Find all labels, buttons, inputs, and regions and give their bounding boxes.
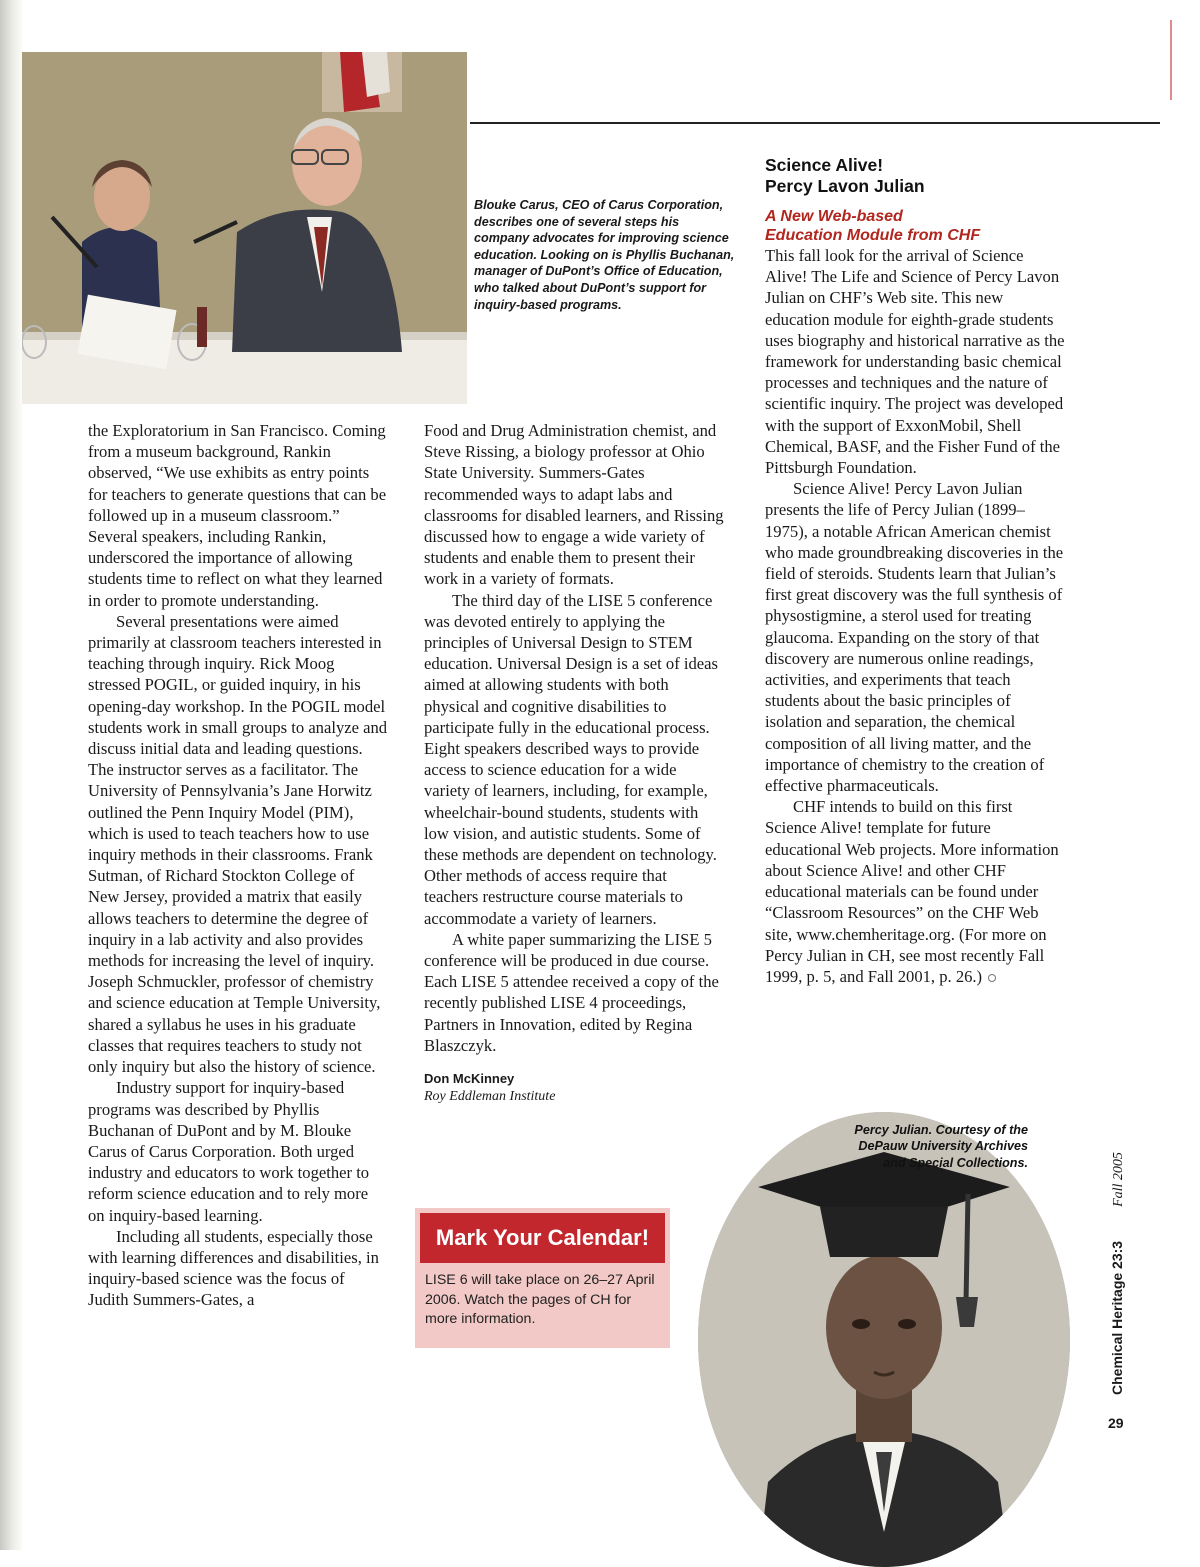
page-number: 29 [1108, 1415, 1124, 1431]
running-footer [1085, 1125, 1145, 1395]
column-2-paragraph: A white paper summarizing the LISE 5 conference will be produced in due course. Each LISE 5 attendee received a copy of the recently published LISE 4 proceedings, Partners in Innovation, edited by Regina Blaszczyk. [424, 929, 719, 1055]
column-2 [424, 420, 724, 1106]
author-name: Don McKinney [424, 1071, 515, 1087]
page-gutter-shadow [0, 0, 22, 1550]
calendar-body: LISE 6 will take place on 26–27 April 2006. Watch the pages of CH for more information. [425, 1272, 655, 1327]
column-1-paragraph: Including all students, especially those with learning differences and disabilities, in inquiry-based science was the focus of Judith Summers-Gates, a [88, 1226, 379, 1310]
sidebar-subtitle-line2: Education Module from CHF [765, 227, 981, 244]
top-rule [470, 122, 1160, 124]
column-1-paragraph: the Exploratorium in San Francisco. Coming from a museum background, Rankin observed, “We use exhibits as entry points for teachers to generate questions that can be followed up in a museum classroom.” Several speakers, including Rankin, underscored the importance of allowing students time to reflect on what they learned in order to promote understanding. [88, 421, 387, 610]
page-edge-mark [1162, 20, 1172, 100]
column-1 [88, 420, 388, 1311]
sidebar-paragraph: CHF intends to build on this first Science Alive! template for future educational Web projects. More information about Science Alive! and other CHF educational materials can be found under “Classroom Resources” on the CHF Web site, www.chemheritage.org. (For more on Percy Julian in CH, see most recently Fall 1999, p. 5, and Fall 2001, p. 26.) [765, 797, 1059, 986]
sidebar-title-line2: Percy Lavon Julian [765, 176, 925, 196]
sidebar-title-line1: Science Alive! [765, 155, 884, 175]
sidebar-column [765, 155, 1065, 987]
column-2-paragraph: Food and Drug Administration chemist, and Steve Rissing, a biology professor at Ohio State University. Summers-Gates recommended ways to adapt labs and classrooms for disabled learners, and Rissing discussed how to engage a wide variety of students and enable them to present their work in a variety of formats. [424, 421, 724, 589]
conference-photo [22, 52, 467, 404]
column-2-paragraph: The third day of the LISE 5 conference was devoted entirely to applying the principles of Universal Design to STEM education. Universal Design is a set of ideas aimed at allowing students with both physical and cognitive disabilities to participate fully in the educational process. Eight speakers described ways to provide access to science education for a wide variety of learners, including, for example, wheelchair-bound students, students with low vision, and autistic students. Some of these methods are dependent on technology. Other methods of access require that teachers restructure course materials to accommodate a variety of learners. [424, 590, 718, 928]
column-1-paragraph: Several presentations were aimed primarily at classroom teachers interested in teaching through inquiry. Rick Moog stressed POGIL, or guided inquiry, in his opening-day workshop. In the POGIL model students work in small groups to analyze and discuss initial data and leading questions. The instructor serves as a facilitator. The University of Pennsylvania’s Jane Horwitz outlined the Penn Inquiry Model (PIM), which is used to teach teachers how to use inquiry methods in their classrooms. Frank Sutman, of Richard Stockton College of New Jersey, provided a matrix that easily allows teachers to determine the degree of inquiry in a lab activity and also provides methods for increasing the level of inquiry. Joseph Schmuckler, professor of chemistry and science education at Temple University, shared a syllabus he uses in his graduate classes that requires teachers to study not only inquiry but also the history of science. [88, 611, 388, 1077]
sidebar-subtitle-line1: A New Web-based [765, 208, 903, 225]
journal-title: Chemical Heritage 23:3 [1109, 1240, 1125, 1395]
portrait-caption: Percy Julian. Courtesy of the DePauw University Archives and Special Collections. [854, 1123, 1028, 1170]
portrait-illustration [698, 1112, 1070, 1567]
photo-caption: Blouke Carus, CEO of Carus Corporation, describes one of several steps his company advocates for improving science education. Looking on is Phyllis Buchanan, manager of DuPont’s Office of Education, who talked about DuPont’s support for inquiry-based programs. [474, 198, 735, 312]
author-institution: Roy Eddleman Institute [424, 1089, 556, 1105]
end-mark-icon [988, 974, 996, 982]
sidebar-paragraph: Science Alive! Percy Lavon Julian presents the life of Percy Julian (1899–1975), a notable African American chemist who made groundbreaking discoveries in the field of steroids. Students learn that Julian’s first great discovery was the full synthesis of physostigmine, a sterol used for treating glaucoma. Expanding on the story of that discovery are numerous online readings, activities, and experiments that teach students about the basic principles of isolation and separation, the chemical composition of all living matter, and the importance of chemistry to the creation of effective pharmaceuticals. [765, 479, 1064, 796]
calendar-box [415, 1208, 670, 1348]
byline [424, 1070, 724, 1106]
calendar-heading: Mark Your Calendar! [420, 1213, 665, 1263]
percy-julian-portrait [698, 1112, 1070, 1567]
column-1-paragraph: Industry support for inquiry-based programs was described by Phyllis Buchanan of DuPont and by M. Blouke Carus of Carus Corporation. Both urged industry and educators to work together to reform science education and to rely more on inquiry-based learning. [88, 1078, 370, 1225]
issue-date: Fall 2005 [1111, 1152, 1126, 1207]
sidebar-paragraph: This fall look for the arrival of Science Alive! The Life and Science of Percy Lavon Julian on CHF’s Web site. This new education module for eighth-grade students uses biography and historical narrative as the framework for understanding basic chemical processes and techniques and the nature of scientific inquiry. The project was developed with the support of ExxonMobil, Shell Chemical, BASF, and the Fisher Fund of the Pittsburgh Foundation. [765, 246, 1065, 478]
conference-photo-illustration [22, 52, 467, 404]
